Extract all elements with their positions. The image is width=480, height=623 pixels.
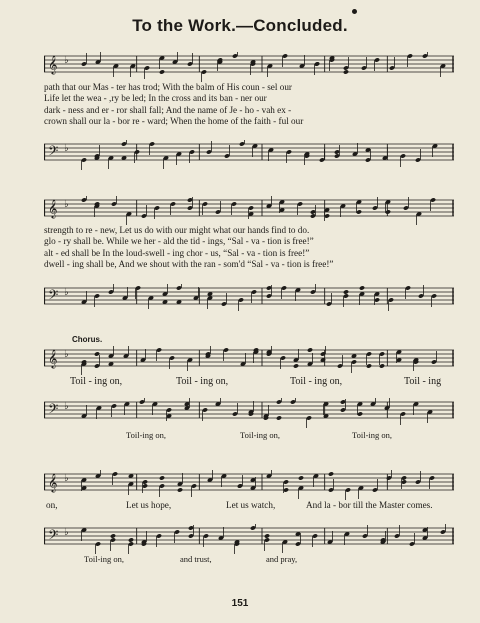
svg-text:𝄢: 𝄢 (48, 401, 59, 420)
bass-words (44, 430, 456, 441)
closing-word: on, (46, 500, 58, 510)
chorus-label: Chorus. (72, 335, 103, 344)
lyric-line: dwell - ing shall be, And we shout with the ran - som'd “Sal - va - tion is free!” (44, 259, 334, 270)
chorus-word: Toil - ing on, (176, 376, 229, 387)
svg-text:♭: ♭ (64, 473, 69, 484)
bass-word: Toil-ing on, (352, 430, 393, 440)
closing-word: And la - bor till the Master comes. (306, 500, 433, 510)
closing-words (44, 500, 456, 512)
svg-text:♭: ♭ (64, 287, 69, 298)
bass-word: Toil-ing on, (126, 430, 167, 440)
bass-staff (44, 398, 454, 418)
bass-staff-notation (44, 140, 454, 170)
bass-staff-notation (44, 284, 454, 314)
bass-staff (44, 140, 454, 160)
svg-text:♭: ♭ (64, 199, 69, 210)
page-title: To the Work.—Concluded. (132, 16, 348, 35)
lyrics-section-1 (44, 82, 456, 128)
chorus-word: Toil - ing (404, 376, 442, 387)
treble-staff (44, 196, 454, 216)
bass-staff-notation (44, 398, 454, 428)
svg-text:𝄢: 𝄢 (48, 287, 59, 306)
svg-text:𝄞: 𝄞 (48, 349, 58, 368)
ink-speck (352, 9, 357, 14)
treble-staff (44, 346, 454, 366)
treble-staff-notation (44, 346, 454, 376)
bass-words (44, 554, 456, 565)
closing-word: Let us watch, (226, 500, 276, 510)
lyric-line: crown shall our la - bor re - ward; When the home of the faith - ful our (44, 116, 304, 127)
svg-text:♭: ♭ (64, 401, 69, 412)
svg-text:𝄢: 𝄢 (48, 143, 59, 162)
bass-staff (44, 284, 454, 304)
bass-staff-notation (44, 524, 454, 554)
lyric-line: Life let the wea - ,ry be led; In the cross and its ban - ner our (44, 93, 267, 104)
treble-staff-notation (44, 52, 454, 82)
bass-word: and trust, (180, 554, 212, 564)
treble-staff-notation (44, 470, 454, 500)
bass-word: Toil-ing on, (240, 430, 281, 440)
svg-text:♭: ♭ (64, 55, 69, 66)
svg-text:𝄢: 𝄢 (48, 527, 59, 546)
svg-text:𝄞: 𝄞 (48, 473, 58, 492)
chorus-word: Toil - ing on, (290, 376, 343, 387)
bass-staff (44, 524, 454, 544)
lyric-line: strength to re - new, Let us do with our might what our hands find to do. (44, 225, 310, 235)
lyric-line: path that our Mas - ter has trod; With the balm of His coun - sel our (44, 82, 292, 92)
page-number: 151 (231, 598, 249, 609)
svg-text:♭: ♭ (64, 143, 69, 154)
lyrics-section-2 (44, 225, 456, 271)
bass-word: Toil-ing on, (84, 554, 125, 564)
svg-text:♭: ♭ (64, 349, 69, 360)
svg-text:𝄞: 𝄞 (48, 199, 58, 218)
bass-word: and pray, (266, 554, 298, 564)
svg-text:♭: ♭ (64, 527, 69, 538)
lyric-line: alt - ed shall be In the loud-swell - ing chor - us, “Sal - va - tion is free!” (44, 247, 310, 258)
chorus-word: Toil - ing on, (70, 376, 123, 387)
treble-staff (44, 470, 454, 490)
treble-staff (44, 52, 454, 72)
treble-staff-notation (44, 196, 454, 226)
chorus-words (44, 376, 456, 388)
closing-word: Let us hope, (126, 500, 172, 510)
lyric-line: glo - ry shall be. While we her - ald the tid - ings, “Sal - va - tion is free!” (44, 236, 314, 247)
svg-text:𝄞: 𝄞 (48, 55, 58, 74)
lyric-line: dark - ness and er - ror shall fall; And the name of Je - ho - vah ex - (44, 104, 292, 115)
